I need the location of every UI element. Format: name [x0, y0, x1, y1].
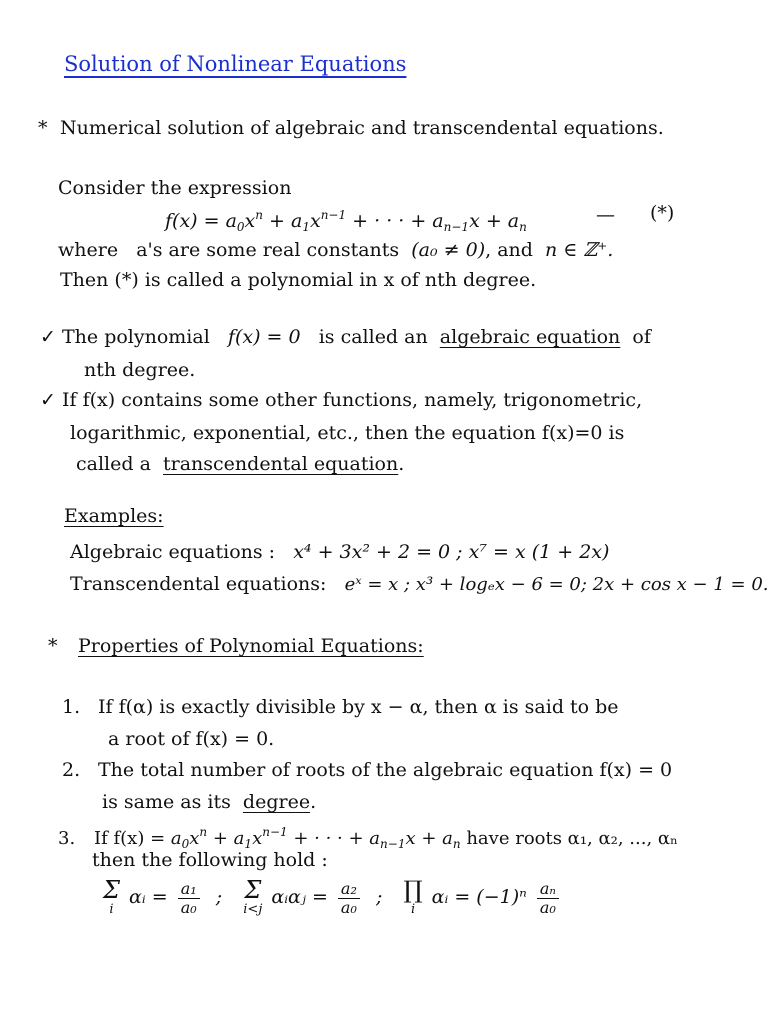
- pair-term: αᵢαⱼ =: [271, 886, 328, 908]
- check-icon: ✓: [40, 389, 56, 411]
- then-line: Then (*) is called a polynomial in x of nth degree.: [60, 269, 537, 291]
- where-word: where: [58, 239, 119, 261]
- property-2-line2: [102, 790, 316, 814]
- property-2-pre: is same as its: [102, 791, 231, 813]
- property-2-line1: [62, 758, 672, 782]
- algebraic-post: of: [632, 326, 651, 348]
- trans-examples-eqs: eˣ = x ; x³ + logₑx − 6 = 0; 2x + cos x − 1 = 0.: [344, 574, 768, 595]
- pair-sum-index: i<j: [243, 902, 263, 917]
- property-3-post: have roots α₁, α₂, ..., αₙ: [466, 828, 678, 849]
- separator: ;: [375, 886, 383, 908]
- trans-def-line1: [40, 388, 642, 412]
- property-2-term: degree: [242, 791, 311, 813]
- algebraic-mid: is called an: [318, 326, 428, 348]
- where-condition: (a₀ ≠ 0): [411, 239, 486, 261]
- property-3-line2: then the following hold :: [92, 849, 328, 871]
- algebraic-term: algebraic equation: [439, 326, 621, 348]
- property-2-post: .: [310, 791, 317, 813]
- trans-def-line2: logarithmic, exponential, etc., then the equation f(x)=0 is: [70, 422, 625, 444]
- property-3-pre: If f(x) =: [94, 828, 166, 849]
- trans-examples: [70, 572, 768, 597]
- fraction-a2-a0: [338, 880, 360, 917]
- fraction-a1-a0: [178, 880, 200, 917]
- examples-heading: Examples:: [64, 505, 164, 527]
- sum-symbol: Σ: [103, 876, 120, 904]
- algebraic-examples: [70, 540, 609, 564]
- algebraic-examples-label: Algebraic equations :: [70, 541, 276, 563]
- properties-heading-line: [48, 634, 424, 658]
- product-operator: [404, 878, 423, 918]
- fraction-num: a₂: [338, 880, 360, 899]
- algebraic-def-line: [40, 325, 651, 349]
- algebraic-def-line2: nth degree.: [84, 359, 196, 381]
- algebraic-eq: f(x) = 0: [227, 326, 301, 348]
- property-1-text1: If f(α) is exactly divisible by x − α, then α is said to be: [98, 696, 619, 718]
- fraction-den: a₀: [340, 897, 357, 917]
- trans-def-line3: [76, 452, 404, 476]
- property-1-line1: [62, 695, 619, 719]
- fraction-num: aₙ: [537, 880, 559, 899]
- where-desc: a's are some real constants: [136, 239, 400, 261]
- star-bullet: *: [48, 635, 58, 657]
- fraction-den: a₀: [539, 897, 556, 917]
- pair-sum-operator: [243, 878, 262, 918]
- intro-heading-line: [38, 116, 664, 140]
- fraction-an-a0: [537, 880, 559, 917]
- properties-heading: Properties of Polynomial Equations:: [78, 635, 424, 657]
- trans-def-post: .: [398, 453, 405, 475]
- pair-sum-symbol: Σ: [244, 876, 262, 904]
- trans-term: transcendental equation: [163, 453, 399, 475]
- sum-index: i: [109, 902, 114, 917]
- property-3-num: 3.: [58, 828, 76, 849]
- fraction-num: a₁: [178, 880, 200, 899]
- separator: ;: [215, 886, 223, 908]
- product-symbol: ∏: [403, 876, 423, 904]
- algebraic-examples-eqs: x⁴ + 3x² + 2 = 0 ; x⁷ = x (1 + 2x): [293, 541, 610, 563]
- property-3-polynomial: $a_0x^n + a_1x^{n-1}$ + · · · + $a_{n-1}x + a_n$: [170, 825, 461, 851]
- formula-dash: —: [596, 204, 615, 226]
- polynomial-formula: $f(x) = a_0x^n + a_1x^{n-1}$ + · · · + $a_{n-1}x + a_n$: [165, 208, 527, 234]
- intro-heading: Numerical solution of algebraic and transcendental equations.: [60, 117, 664, 139]
- property-1-line2: a root of f(x) = 0.: [108, 728, 275, 750]
- formula-tag: (*): [650, 202, 675, 224]
- consider-line: Consider the expression: [58, 177, 292, 199]
- trans-examples-label: Transcendental equations:: [70, 573, 327, 595]
- algebraic-pre: The polynomial: [62, 326, 210, 348]
- where-line: [58, 238, 613, 262]
- where-and: , and: [485, 239, 533, 261]
- sum-operator: [103, 878, 120, 918]
- trans-def-pre: called a: [76, 453, 151, 475]
- page-title: Solution of Nonlinear Equations: [64, 52, 407, 76]
- vieta-relations: [100, 872, 563, 922]
- trans-def-text1: If f(x) contains some other functions, namely, trigonometric,: [62, 389, 643, 411]
- property-2-text1: The total number of roots of the algebraic equation f(x) = 0: [98, 759, 673, 781]
- fraction-den: a₀: [180, 897, 197, 917]
- check-icon: ✓: [40, 326, 56, 348]
- sum-term: αᵢ =: [129, 886, 168, 908]
- star-bullet: *: [38, 117, 48, 139]
- product-index: i: [410, 902, 416, 917]
- property-2-num: 2.: [62, 759, 81, 781]
- product-term: αᵢ = (−1)ⁿ: [431, 886, 527, 908]
- where-n: n ∈ ℤ⁺.: [545, 239, 614, 261]
- property-1-num: 1.: [62, 696, 81, 718]
